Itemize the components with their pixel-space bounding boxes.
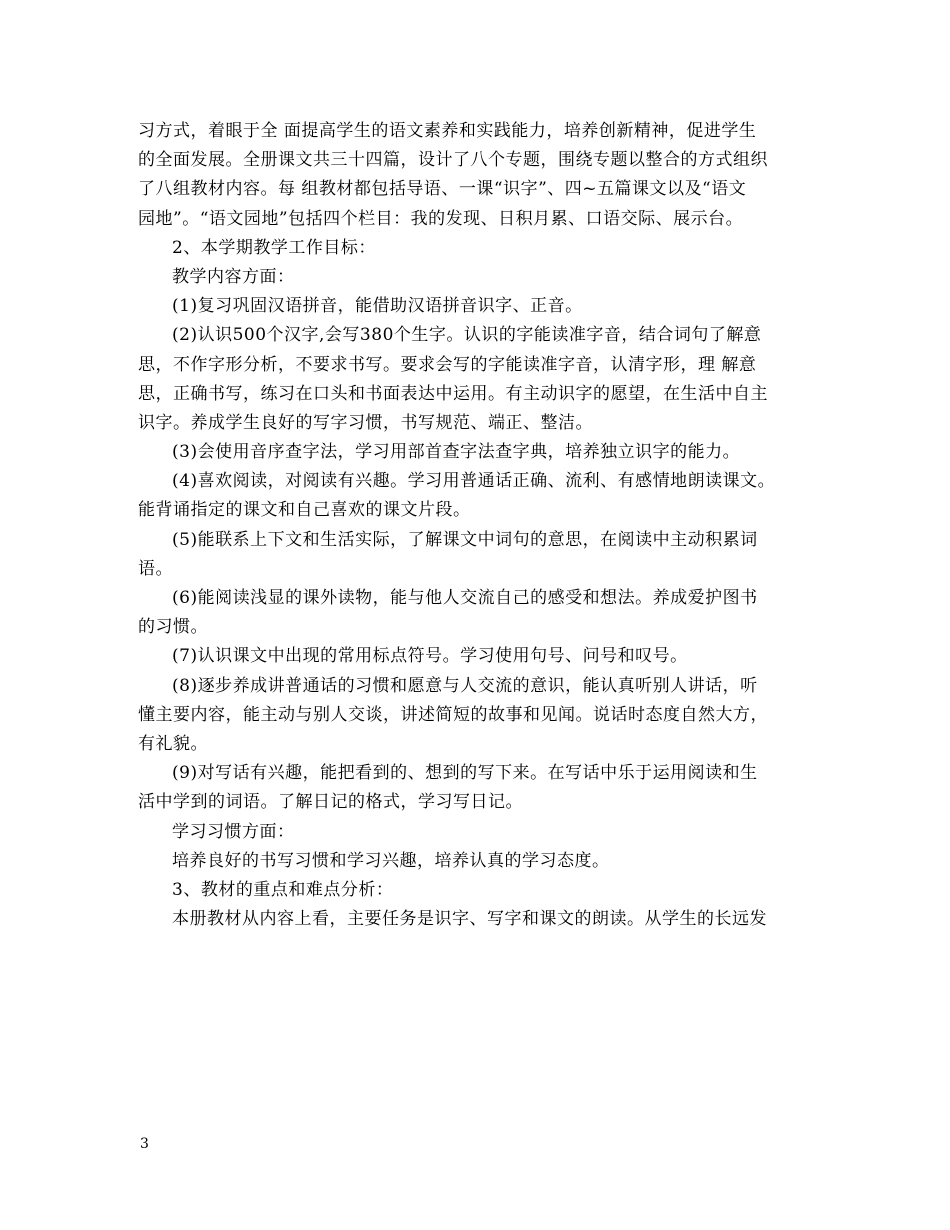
list-item-5: (5)能联系上下文和生活实际，了解课文中词句的意思，在阅读中主动积累词 — [172, 529, 758, 550]
section-heading-goals: 2、本学期教学工作目标： — [172, 237, 376, 258]
body-line-4: 园地”。“语文园地”包括四个栏目：我的发现、日积月累、口语交际、展示台。 — [138, 208, 744, 229]
list-item-8: (8)逐步养成讲普通话的习惯和愿意与人交流的意识，能认真听别人讲话，听 — [172, 675, 758, 696]
list-item-2: (2)认识500个汉字,会写380个生字。认识的字能读准字音，结合词句了解意 — [172, 325, 762, 346]
body-line-21: 懂主要内容，能主动与别人交谈，讲述简短的故事和见闻。说话时态度自然大方， — [138, 704, 768, 725]
body-line-10: 思，正确书写，练习在口头和书面表达中运用。有主动识字的愿望，在生活中自主 — [138, 383, 768, 404]
list-item-1: (1)复习巩固汉语拼音，能借助汉语拼音识字、正音。 — [172, 296, 583, 317]
body-line-28: 本册教材从内容上看，主要任务是识字、写字和课文的朗读。从学生的长远发 — [172, 909, 767, 930]
body-line-16: 语。 — [138, 558, 173, 579]
body-line-9: 思，不作字形分析，不要求书写。要求会写的字能读准字音，认清字形，理 解意 — [138, 354, 757, 375]
list-item-4: (4)喜欢阅读，对阅读有兴趣。学习用普通话正确、流利、有感情地朗读课文。 — [172, 471, 776, 492]
section-heading-analysis: 3、教材的重点和难点分析： — [172, 879, 394, 900]
body-line-11: 识字。养成学生良好的写字习惯，书写规范、端正、整洁。 — [138, 412, 593, 433]
body-line-18: 的习惯。 — [138, 617, 208, 638]
list-item-7: (7)认识课文中出现的常用标点符号。学习使用句号、问号和叹号。 — [172, 646, 688, 667]
body-line-1: 习方式，着眼于全 面提高学生的语文素养和实践能力，培养创新精神，促进学生 — [138, 121, 757, 141]
document-body — [138, 117, 818, 934]
body-line-14: 能背诵指定的课文和自己喜欢的课文片段。 — [138, 500, 471, 521]
body-line-26: 培养良好的书写习惯和学习兴趣，培养认真的学习态度。 — [172, 850, 610, 871]
body-line-2: 的全面发展。全册课文共三十四篇，设计了八个专题，围绕专题以整合的方式组织 — [138, 150, 768, 171]
body-line-22: 有礼貌。 — [138, 733, 208, 754]
subheading-content: 教学内容方面： — [172, 266, 295, 287]
list-item-6: (6)能阅读浅显的课外读物，能与他人交流自己的感受和想法。养成爱护图书 — [172, 588, 758, 608]
body-line-24: 活中学到的词语。了解日记的格式，学习写日记。 — [138, 792, 523, 813]
body-line-3: 了八组教材内容。每 组教材都包括导语、一课“识字”、四~五篇课文以及“语文 — [138, 179, 747, 200]
list-item-9: (9)对写话有兴趣，能把看到的、想到的写下来。在写话中乐于运用阅读和生 — [172, 763, 758, 784]
subheading-habits: 学习习惯方面： — [172, 821, 295, 842]
page-number: 3 — [140, 1136, 149, 1152]
list-item-3: (3)会使用音序查字法，学习用部首查字法查字典，培养独立识字的能力。 — [172, 442, 741, 463]
